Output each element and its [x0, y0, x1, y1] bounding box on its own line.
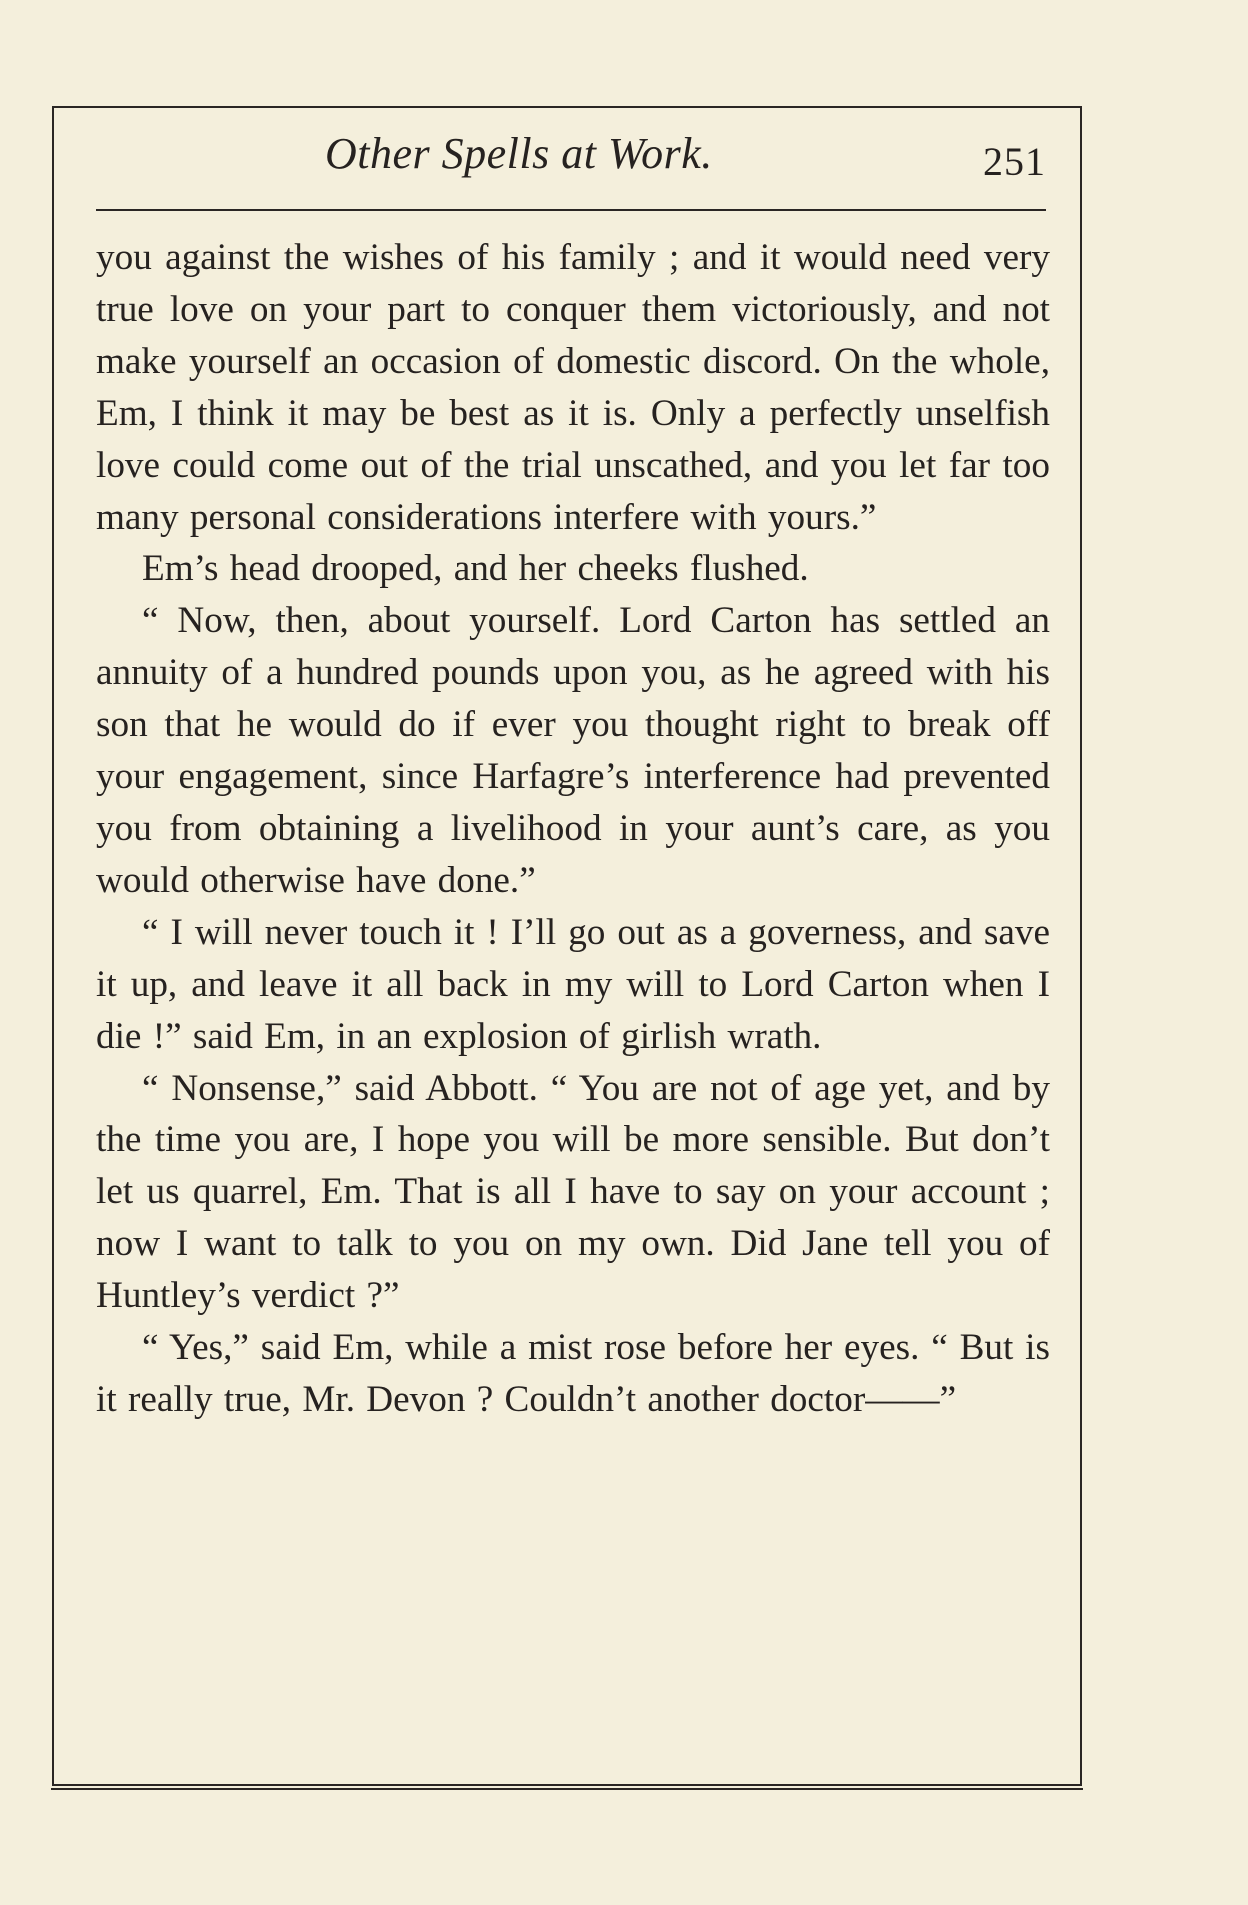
- body-text: [96, 232, 1050, 1426]
- header-rule: [96, 209, 1046, 211]
- running-head: [96, 128, 1046, 188]
- running-title: Other Spells at Work.: [325, 129, 713, 178]
- paragraph-3: “ Now, then, about yourself. Lord Carton has settled an annuity of a hundred pounds upon you, as he agreed with his son that he would do if ever you thought right to break off your engagement, since Harfagre’s interference had prevented you from obtaining a livelihood in your aunt’s care, as you would otherwise have done.”: [96, 600, 1050, 901]
- paragraph-2: Em’s head drooped, and her cheeks flushed.: [142, 548, 809, 590]
- paragraph-4: “ I will never touch it ! I’ll go out as a governess, and save it up, and leave it all back in my will to Lord Carton when I die !” said Em, in an explosion of girlish wrath.: [96, 911, 1050, 1057]
- paragraph-5: “ Nonsense,” said Abbott. “ You are not of age yet, and by the time you are, I hope you will be more sensible. But don’t let us quarrel, Em. That is all I have to say on your account ; now I want to talk to you on my own. Did Jane tell you of Huntley’s verdict ?”: [96, 1067, 1050, 1317]
- paragraph-1: you against the wishes of his family ; and it would need very true love on your part to conquer them victoriously, and not make yourself an occasion of domestic discord. On the whole, Em, I think it may be best as it is. Only a perfectly unselfish love could come out of the trial unscathed, and you let far too many personal considerations interfere with yours.”: [96, 237, 1050, 538]
- page-number: 251: [983, 139, 1046, 184]
- paragraph-6: “ Yes,” said Em, while a mist rose before her eyes. “ But is it really true, Mr. Devon ? Couldn’t another doctor——”: [96, 1327, 1050, 1420]
